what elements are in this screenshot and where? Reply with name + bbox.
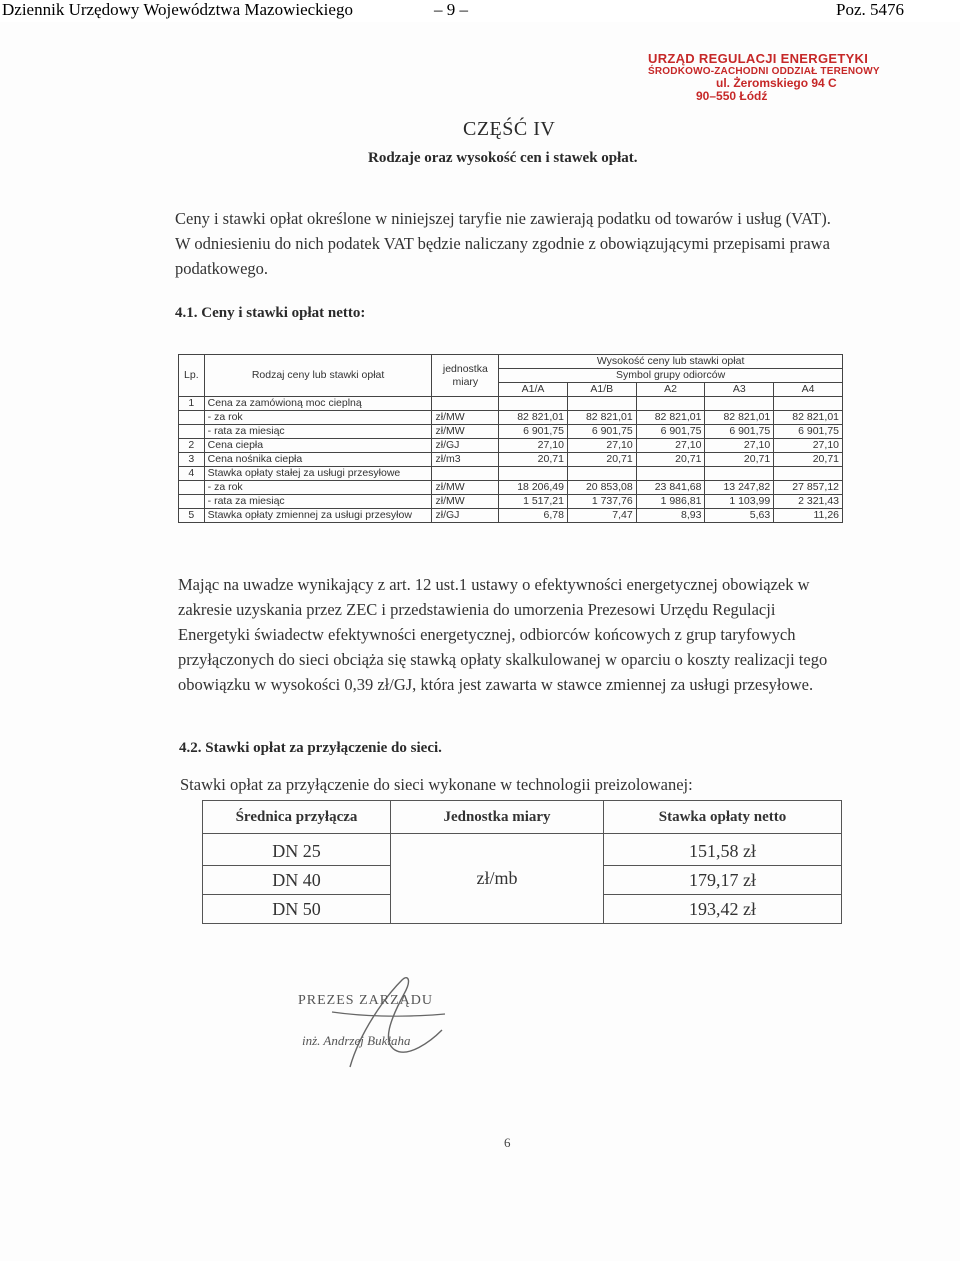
row-lp: 4	[179, 467, 205, 481]
stamp-line-4: 90–550 Łódź	[696, 89, 768, 104]
row-name: Stawka opłaty stałej za usługi przesyłowe	[204, 467, 432, 481]
row-lp	[179, 481, 205, 495]
signatory-name: inż. Andrzej Bukłaha	[302, 1033, 411, 1048]
connection-intro: Stawki opłat za przyłączenie do sieci wykonane w technologii preizolowanej:	[180, 775, 693, 794]
row-value	[499, 467, 568, 481]
header-diameter: Średnica przyłącza	[203, 801, 391, 834]
row-lp	[179, 411, 205, 425]
row-value: 82 821,01	[636, 411, 705, 425]
part-subtitle: Rodzaje oraz wysokość cen i stawek opłat.	[368, 150, 638, 166]
row-diameter: DN 50	[203, 895, 391, 924]
table-row	[179, 397, 843, 411]
part-title: CZĘŚĆ IV	[463, 118, 556, 140]
row-lp: 3	[179, 453, 205, 467]
header-symbol: Symbol grupy odiorców	[499, 369, 843, 383]
gazette-page: – 9 –	[434, 0, 468, 19]
header-rate: Stawka opłaty netto	[604, 801, 842, 834]
row-lp: 5	[179, 509, 205, 523]
row-value	[499, 397, 568, 411]
table-row	[179, 439, 843, 453]
table-row	[179, 467, 843, 481]
signature-stroke	[350, 978, 442, 1067]
row-name: - za rok	[204, 481, 432, 495]
row-name: Cena ciepła	[204, 439, 432, 453]
vat-paragraph: Ceny i stawki opłat określone w niniejszej taryfie nie zawierają podatku od towarów i usług (VAT). W odniesieniu do nich podatek VAT będzie naliczany zgodnie z obowiązującymi przepisami prawa podatkowego.	[175, 209, 831, 278]
row-unit	[432, 397, 499, 411]
row-lp	[179, 425, 205, 439]
row-value: 13 247,82	[705, 481, 774, 495]
row-value: 20,71	[636, 453, 705, 467]
row-value	[774, 467, 843, 481]
row-value: 27,10	[636, 439, 705, 453]
row-value	[636, 467, 705, 481]
row-value: 8,93	[636, 509, 705, 523]
gazette-title: Dziennik Urzędowy Województwa Mazowieckiego	[2, 0, 353, 19]
row-value: 82 821,01	[705, 411, 774, 425]
row-value: 1 737,76	[567, 495, 636, 509]
row-value: 20,71	[499, 453, 568, 467]
group-header: A4	[774, 383, 843, 397]
row-value: 20,71	[567, 453, 636, 467]
signatory-title: PREZES ZARZĄDU	[298, 993, 433, 1008]
row-value: 11,26	[774, 509, 843, 523]
row-unit	[432, 467, 499, 481]
row-value: 1 986,81	[636, 495, 705, 509]
row-value: 82 821,01	[499, 411, 568, 425]
row-rate: 193,42 zł	[604, 895, 842, 924]
row-value: 20,71	[705, 453, 774, 467]
row-value: 6,78	[499, 509, 568, 523]
gazette-header	[0, 0, 960, 23]
stamp-line-3: ul. Żeromskiego 94 C	[716, 76, 837, 91]
stamp-line-1: URZĄD REGULACJI ENERGETYKI	[648, 51, 869, 66]
table-row	[179, 495, 843, 509]
row-value: 6 901,75	[499, 425, 568, 439]
row-value: 23 841,68	[636, 481, 705, 495]
row-value: 27,10	[499, 439, 568, 453]
row-value: 82 821,01	[567, 411, 636, 425]
header-lp: Lp.	[179, 355, 205, 397]
row-value: 20,71	[774, 453, 843, 467]
group-header: A1/B	[567, 383, 636, 397]
office-stamp	[648, 52, 880, 104]
net-prices-table	[178, 354, 843, 523]
row-name: Stawka opłaty zmiennej za usługi przesyłow	[204, 509, 432, 523]
group-header: A2	[636, 383, 705, 397]
row-value: 27 857,12	[774, 481, 843, 495]
handwritten-signature	[290, 972, 460, 1072]
gazette-position: Poz. 5476	[836, 0, 904, 19]
row-value: 1 103,99	[705, 495, 774, 509]
row-value	[567, 467, 636, 481]
row-lp	[179, 495, 205, 509]
row-unit: zł/MW	[432, 495, 499, 509]
table-row	[179, 411, 843, 425]
row-rate: 179,17 zł	[604, 866, 842, 895]
row-unit: zł/m3	[432, 453, 499, 467]
row-value	[705, 397, 774, 411]
row-name: - rata za miesiąc	[204, 425, 432, 439]
signature-stroke	[332, 1012, 445, 1016]
row-value	[705, 467, 774, 481]
row-name: Cena nośnika ciepła	[204, 453, 432, 467]
row-unit: zł/MW	[432, 425, 499, 439]
row-lp: 2	[179, 439, 205, 453]
row-diameter: DN 25	[203, 834, 391, 866]
row-value: 5,63	[705, 509, 774, 523]
table-row	[179, 453, 843, 467]
row-value: 6 901,75	[567, 425, 636, 439]
row-value: 2 321,43	[774, 495, 843, 509]
table-row	[179, 509, 843, 523]
group-header: A1/A	[499, 383, 568, 397]
group-header: A3	[705, 383, 774, 397]
table-row	[203, 834, 842, 866]
row-name: - za rok	[204, 411, 432, 425]
row-value	[636, 397, 705, 411]
row-rate: 151,58 zł	[604, 834, 842, 866]
row-value: 82 821,01	[774, 411, 843, 425]
header-value: Wysokość ceny lub stawki opłat	[499, 355, 843, 369]
row-unit: zł/MW	[432, 481, 499, 495]
row-unit-measure: zł/mb	[391, 834, 604, 924]
row-value	[567, 397, 636, 411]
row-unit: zł/GJ	[432, 509, 499, 523]
row-value: 6 901,75	[774, 425, 843, 439]
page-number: 6	[504, 1135, 511, 1150]
table-row	[179, 425, 843, 439]
row-value: 20 853,08	[567, 481, 636, 495]
row-lp: 1	[179, 397, 205, 411]
header-name: Rodzaj ceny lub stawki opłat	[204, 355, 432, 397]
stamp-line-2: ŚRODKOWO-ZACHODNI ODDZIAŁ TERENOWY	[648, 66, 880, 78]
header-unit: jednostka miary	[432, 355, 499, 397]
row-name: Cena za zamówioną moc cieplną	[204, 397, 432, 411]
row-value	[774, 397, 843, 411]
efficiency-paragraph: Mając na uwadze wynikający z art. 12 ust.1 ustawy o efektywności energetycznej obowiązek w zakresie uzyskania przez ZEC i przedstawienia do umorzenia Prezesowi Urzędu Regulacji Energetyki świadectw efektywności energetycznej, odbiorców końcowych z grup taryfowych przyłączonych do sieci obciąża się stawką opłaty skalkulowanej w oparciu o koszty realizacji tego obowiązku w wysokości 0,39 zł/GJ, która jest zawarta w stawce zmiennej za usługi przesyłowe.	[178, 575, 828, 694]
row-value: 6 901,75	[636, 425, 705, 439]
table-row	[179, 481, 843, 495]
row-value: 18 206,49	[499, 481, 568, 495]
row-diameter: DN 40	[203, 866, 391, 895]
section-4-2-heading: 4.2. Stawki opłat za przyłączenie do sieci.	[179, 740, 442, 756]
row-value: 1 517,21	[499, 495, 568, 509]
row-value: 7,47	[567, 509, 636, 523]
connection-rates-table	[202, 800, 842, 924]
section-4-1-heading: 4.1. Ceny i stawki opłat netto:	[175, 305, 366, 321]
row-unit: zł/MW	[432, 411, 499, 425]
row-value: 6 901,75	[705, 425, 774, 439]
row-value: 27,10	[705, 439, 774, 453]
row-name: - rata za miesiąc	[204, 495, 432, 509]
header-unit-measure: Jednostka miary	[391, 801, 604, 834]
row-value: 27,10	[567, 439, 636, 453]
row-value: 27,10	[774, 439, 843, 453]
row-unit: zł/GJ	[432, 439, 499, 453]
